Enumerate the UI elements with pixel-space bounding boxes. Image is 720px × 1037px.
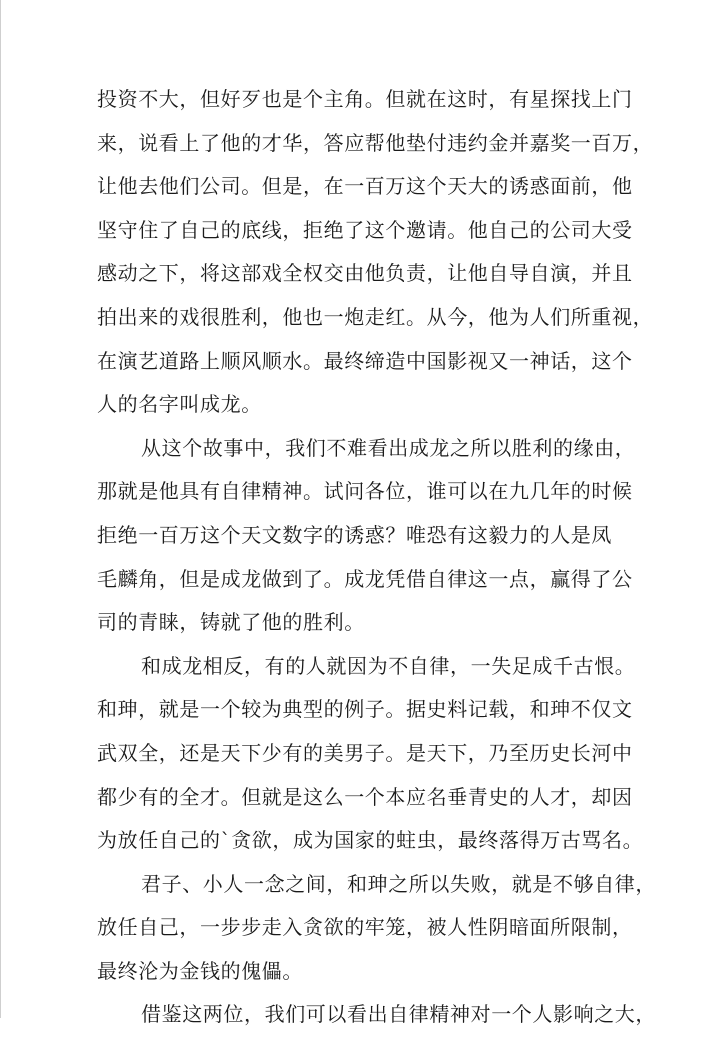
text-line: 在演艺道路上顺风顺水。最终缔造中国影视又一神话，这个 [97, 348, 633, 373]
text-line: 拍出来的戏很胜利，他也一炮走红。从今，他为人们所重视， [97, 304, 654, 329]
text-line: 和珅，就是一个较为典型的例子。据史料记载，和珅不仅文 [97, 697, 633, 722]
paragraph [97, 427, 636, 645]
text-line: 从这个故事中，我们不难看出成龙之所以胜利的缘由， [141, 435, 636, 460]
text-line: 那就是他具有自律精神。试问各位，谁可以在九几年的时候 [97, 479, 633, 504]
text-line: 君子、小人一念之间，和珅之所以失败，就是不够自律， [141, 871, 656, 896]
text-line: 让他去他们公司。但是，在一百万这个天大的诱惑面前，他 [97, 174, 633, 199]
text-line: 都少有的全才。但就是这么一个本应名垂青史的人才，却因 [97, 784, 633, 809]
paragraph [97, 993, 656, 1037]
text-line: 来，说看上了他的才华，答应帮他垫付违约金并嘉奖一百万， [97, 130, 654, 155]
text-line: 武双全，还是天下少有的美男子。是天下，乃至历史长河中 [97, 740, 633, 765]
text-line: 司的青睐，铸就了他的胜利。 [97, 610, 365, 635]
document-body [97, 78, 656, 1037]
text-line: 感动之下，将这部戏全权交由他负责，让他自导自演，并且 [97, 261, 633, 286]
text-line: 借鉴这两位，我们可以看出自律精神对一个人影响之大， [141, 1002, 656, 1027]
text-line: 人的名字叫成龙。 [97, 392, 262, 417]
paragraph [97, 645, 644, 863]
text-line: 投资不大，但好歹也是个主角。但就在这时，有星探找上门 [97, 87, 633, 111]
text-line: 和成龙相反，有的人就因为不自律，一失足成千古恨。 [141, 653, 636, 678]
text-line: 放任自己，一步步走入贪欲的牢笼，被人性阴暗面所限制， [97, 915, 633, 940]
text-line: 拒绝一百万这个天文数字的诱惑？唯恐有这毅力的人是凤 [97, 522, 612, 547]
text-line: 最终沦为金钱的傀儡。 [97, 958, 303, 983]
paragraph [97, 78, 654, 427]
paragraph [97, 863, 656, 994]
text-line: 为放任自己的`贪欲，成为国家的蛀虫，最终落得万古骂名。 [97, 828, 644, 853]
text-line: 坚守住了自己的底线，拒绝了这个邀请。他自己的公司大受 [97, 217, 633, 242]
text-line: 毛麟角，但是成龙做到了。成龙凭借自律这一点，赢得了公 [97, 566, 633, 591]
